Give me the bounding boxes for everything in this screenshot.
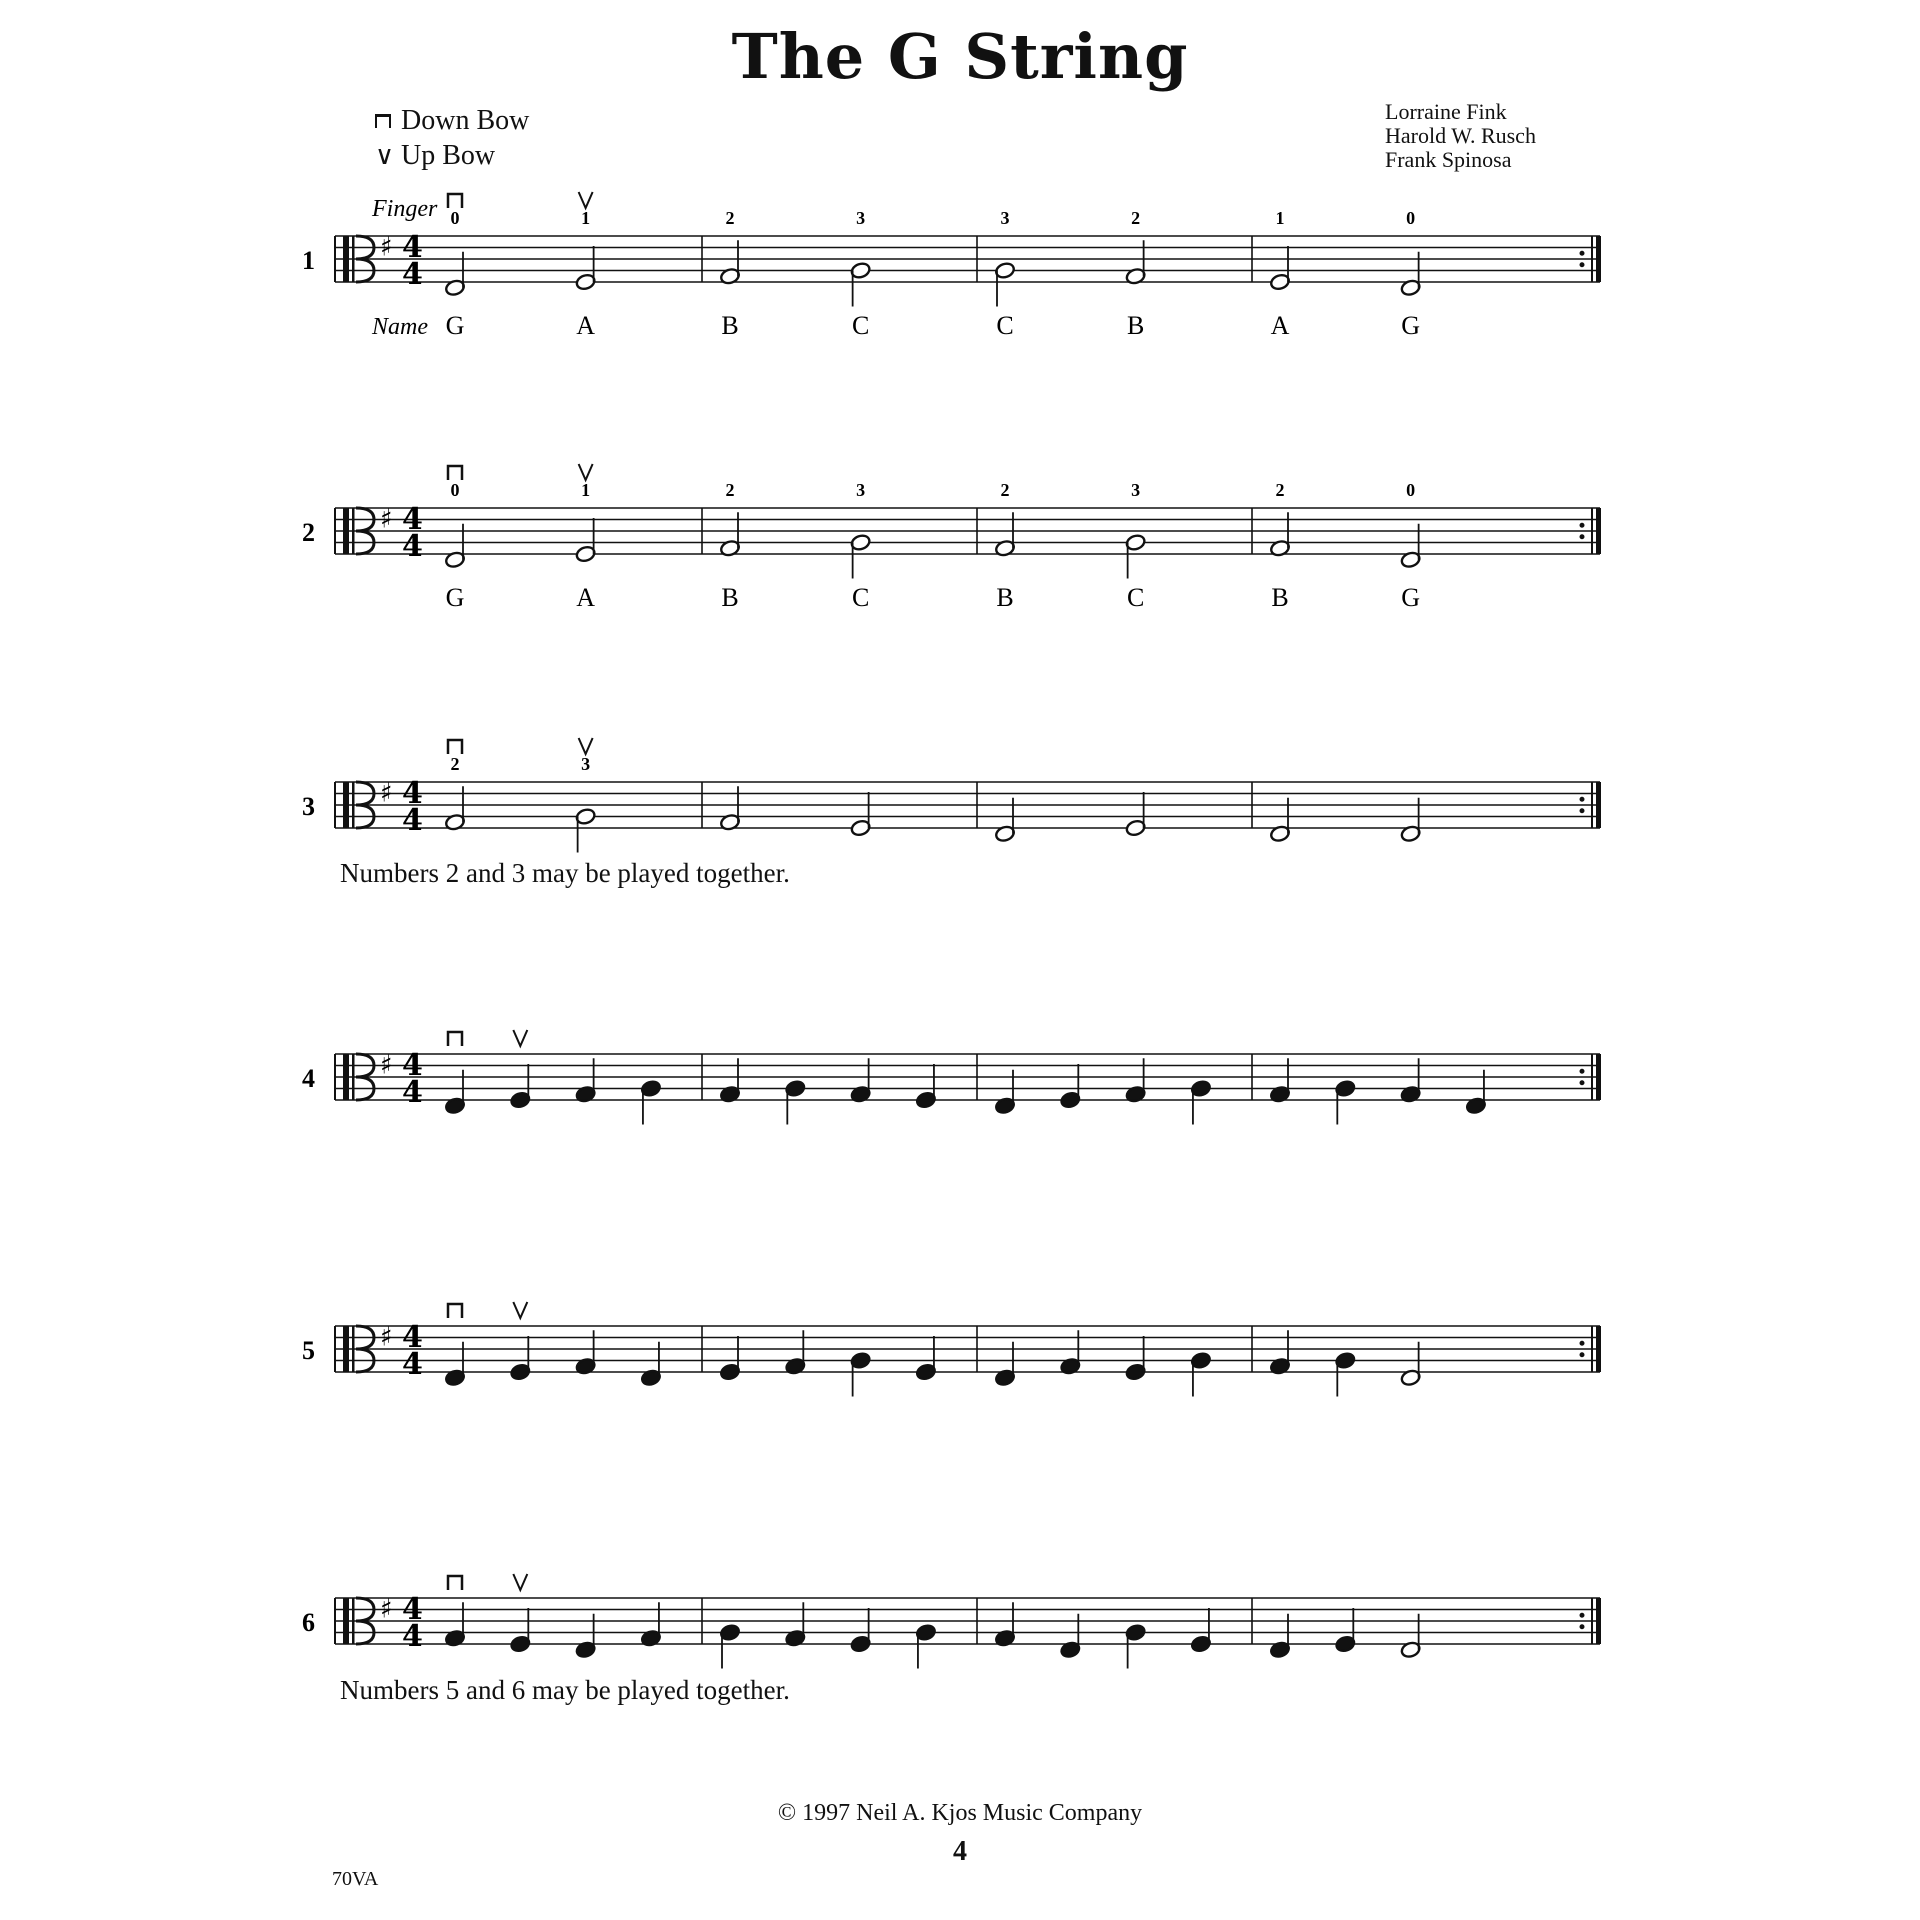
remark-exercise-6: Numbers 5 and 6 may be played together. [340, 1675, 790, 1705]
time-signature-bottom: 4 [402, 803, 423, 838]
alto-clef-icon [352, 236, 355, 282]
finger-number: 2 [1275, 480, 1285, 500]
name-label: Name [372, 314, 428, 340]
final-barline [1596, 1326, 1601, 1372]
note-name: G [1401, 583, 1421, 612]
finger-number: 2 [725, 208, 735, 228]
repeat-dot [1580, 1069, 1585, 1074]
up-bow-icon: ∨ [375, 141, 395, 170]
time-signature-top: 4 [402, 502, 423, 537]
exercise-number: 4 [302, 1064, 315, 1093]
legend-up-bow-label: Up Bow [401, 140, 496, 171]
note-name: B [996, 583, 1014, 612]
sharp-icon: ♯ [380, 778, 393, 809]
up-bow-icon [579, 464, 593, 480]
finger-number: 0 [1406, 208, 1416, 228]
alto-clef-icon [352, 508, 355, 554]
finger-number: 3 [856, 480, 866, 500]
remark-exercise-3: Numbers 2 and 3 may be played together. [340, 858, 790, 888]
time-signature-top: 4 [402, 1048, 423, 1083]
finger-number: 3 [1000, 208, 1010, 228]
repeat-dot [1580, 262, 1585, 267]
finger-number: 2 [725, 480, 735, 500]
final-barline [1596, 1054, 1601, 1100]
alto-clef-icon [343, 1326, 349, 1372]
final-barline [1596, 1598, 1601, 1644]
exercise-number: 5 [302, 1336, 315, 1365]
note-name: A [576, 311, 596, 340]
page-title: The G String [731, 20, 1189, 93]
repeat-dot [1580, 1352, 1585, 1357]
alto-clef-icon [343, 1598, 349, 1644]
time-signature-top: 4 [402, 1592, 423, 1627]
finger-number: 1 [581, 480, 591, 500]
down-bow-icon [448, 1576, 462, 1590]
down-bow-icon [448, 466, 462, 480]
copyright: © 1997 Neil A. Kjos Music Company [777, 1800, 1143, 1826]
note-name: C [851, 583, 870, 612]
down-bow-icon [448, 740, 462, 754]
note-name: G [445, 311, 465, 340]
finger-number: 2 [1131, 208, 1141, 228]
down-bow-icon [448, 194, 462, 208]
up-bow-icon [513, 1574, 527, 1590]
alto-clef-icon [343, 508, 349, 554]
up-bow-icon [579, 738, 593, 754]
note-name: B [1271, 583, 1289, 612]
author: Harold W. Rusch [1385, 123, 1536, 148]
note-name: G [1401, 311, 1421, 340]
alto-clef-icon [352, 782, 355, 828]
alto-clef-icon [343, 1054, 349, 1100]
finger-number: 1 [581, 208, 591, 228]
time-signature-bottom: 4 [402, 1347, 423, 1382]
sharp-icon: ♯ [380, 1594, 393, 1625]
alto-clef-icon [343, 236, 349, 282]
sharp-icon: ♯ [380, 1322, 393, 1353]
up-bow-icon [579, 192, 593, 208]
up-bow-icon [513, 1302, 527, 1318]
sharp-icon: ♯ [380, 232, 393, 263]
legend-down-bow-label: Down Bow [401, 105, 530, 136]
repeat-dot [1580, 534, 1585, 539]
time-signature-top: 4 [402, 776, 423, 811]
repeat-dot [1580, 808, 1585, 813]
finger-number: 0 [1406, 480, 1416, 500]
finger-number: 2 [450, 754, 460, 774]
repeat-dot [1580, 797, 1585, 802]
final-barline [1596, 782, 1601, 828]
alto-clef-icon [343, 782, 349, 828]
exercise-number: 2 [302, 518, 315, 547]
note-name: C [996, 311, 1014, 340]
note-name: A [1270, 311, 1290, 340]
finger-number: 0 [450, 208, 460, 228]
exercise-number: 6 [302, 1608, 315, 1637]
alto-clef-icon [352, 1598, 355, 1644]
final-barline [1596, 236, 1601, 282]
note-name: C [1126, 583, 1145, 612]
note-name: B [721, 311, 739, 340]
repeat-dot [1580, 1624, 1585, 1629]
time-signature-bottom: 4 [402, 1075, 423, 1110]
down-bow-icon [448, 1304, 462, 1318]
page-number: 4 [953, 1836, 967, 1867]
finger-number: 2 [1000, 480, 1010, 500]
note-name: G [445, 583, 465, 612]
finger-number: 3 [856, 208, 866, 228]
finger-number: 3 [1131, 480, 1141, 500]
alto-clef-icon [352, 1054, 355, 1100]
repeat-dot [1580, 1341, 1585, 1346]
final-barline [1596, 508, 1601, 554]
time-signature-top: 4 [402, 230, 423, 265]
note-name: B [721, 583, 739, 612]
author: Frank Spinosa [1385, 147, 1512, 172]
author: Lorraine Fink [1385, 99, 1507, 124]
note-name: C [851, 311, 870, 340]
catalog-code: 70VA [332, 1868, 379, 1890]
sharp-icon: ♯ [380, 504, 393, 535]
note-name: B [1126, 311, 1145, 340]
finger-number: 3 [581, 754, 591, 774]
down-bow-icon [448, 1032, 462, 1046]
time-signature-bottom: 4 [402, 1619, 423, 1654]
alto-clef-icon [352, 1326, 355, 1372]
note-name: A [576, 583, 596, 612]
repeat-dot [1580, 523, 1585, 528]
time-signature-bottom: 4 [402, 257, 423, 292]
up-bow-icon [513, 1030, 527, 1046]
finger-number: 1 [1275, 208, 1285, 228]
repeat-dot [1580, 251, 1585, 256]
sharp-icon: ♯ [380, 1050, 393, 1081]
finger-number: 0 [450, 480, 460, 500]
repeat-dot [1580, 1613, 1585, 1618]
exercise-number: 1 [302, 246, 315, 275]
time-signature-bottom: 4 [402, 529, 423, 564]
repeat-dot [1580, 1080, 1585, 1085]
time-signature-top: 4 [402, 1320, 423, 1355]
exercise-number: 3 [302, 792, 315, 821]
finger-label: Finger [372, 196, 438, 222]
